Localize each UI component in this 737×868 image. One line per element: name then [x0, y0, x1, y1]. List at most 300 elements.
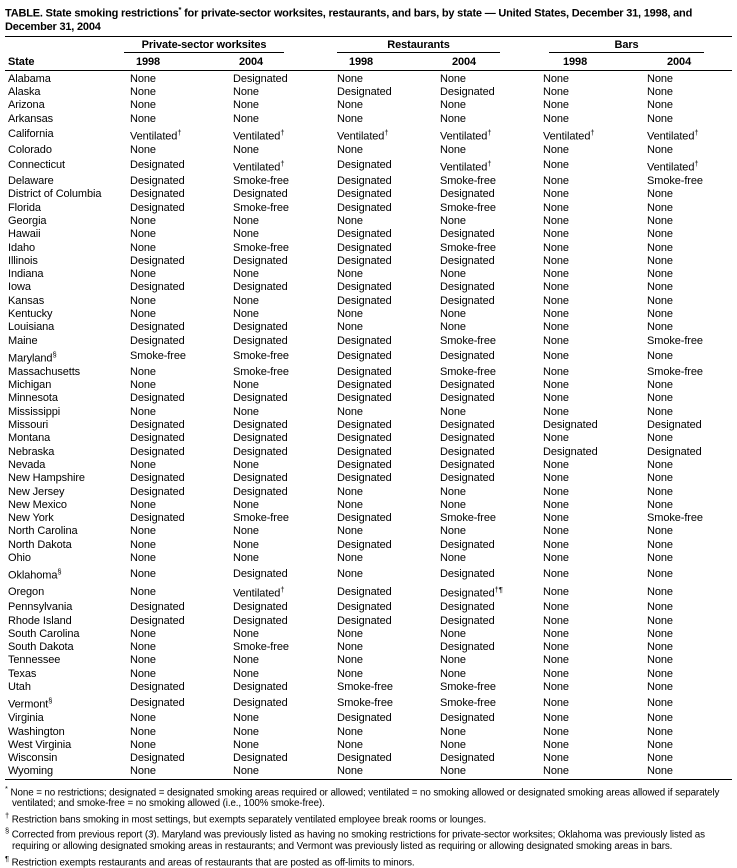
cell-bars-2004: None	[647, 85, 673, 98]
table-row	[5, 459, 732, 472]
cell-restaurants-2004: Designated	[440, 85, 495, 98]
cell-private-sector-2004: None	[233, 667, 259, 680]
cell-bars-2004: None	[647, 681, 673, 693]
cell-bars-2004: None	[647, 752, 673, 765]
cell-restaurants-2004: Designated	[440, 567, 495, 580]
cell-bars-2004: Ventilated†	[647, 127, 699, 143]
cell-bars-1998: None	[543, 188, 569, 201]
cell-restaurants-1998: Designated	[337, 712, 392, 725]
table-row	[5, 113, 732, 126]
cell-private-sector-1998: None	[130, 241, 156, 254]
cell-private-sector-1998: Designated	[130, 681, 185, 693]
cell-private-sector-2004: None	[233, 525, 259, 538]
table-row	[5, 539, 732, 552]
state-name: Rhode Island	[8, 614, 72, 627]
table-row	[5, 228, 732, 241]
cell-bars-2004: None	[647, 654, 673, 667]
cell-private-sector-1998: None	[130, 552, 156, 565]
state-name: Vermont§	[8, 696, 53, 711]
cell-bars-2004: None	[647, 228, 673, 241]
cell-bars-2004: None	[647, 585, 673, 598]
cell-restaurants-2004: Designated	[440, 392, 495, 405]
cell-bars-1998: None	[543, 321, 569, 334]
table-row	[5, 99, 732, 112]
cell-bars-1998: None	[543, 725, 569, 738]
cell-bars-1998: None	[543, 752, 569, 765]
cell-bars-2004: None	[647, 392, 673, 405]
footnote: * None = no restrictions; designated = designated smoking areas required or allowed; ventilated = no smoking allowed or designated smoking areas allowed if separately ventilated; and smoke-free = no smoking allowed (i.e., 100% smoke-free).	[5, 783, 720, 810]
table-row	[5, 255, 732, 268]
cell-bars-2004: None	[647, 485, 673, 498]
cell-bars-2004: Smoke-free	[647, 365, 703, 378]
state-name: Nebraska	[8, 445, 55, 458]
table-row	[5, 335, 732, 348]
cell-private-sector-2004: Designated	[233, 445, 288, 458]
footnote-marker: †	[5, 810, 10, 820]
footnote: § Corrected from previous report (3). Maryland was previously listed as having no smoking restrictions for private-sector worksites; Oklahoma was previously listed as requiring or allowing designated smoking areas in restaurants; and Vermont was previously listed as requiring or allowing designated smoking areas in bars.	[5, 826, 705, 853]
cell-restaurants-1998: Designated	[337, 188, 392, 201]
cell-restaurants-2004: None	[440, 765, 466, 778]
table-row	[5, 202, 732, 215]
state-name: California	[8, 128, 54, 141]
cell-bars-1998: None	[543, 241, 569, 254]
cell-restaurants-1998: Designated	[337, 538, 392, 551]
table-row	[5, 486, 732, 499]
cell-private-sector-1998: None	[130, 585, 156, 598]
cell-restaurants-1998: None	[337, 498, 363, 511]
cell-private-sector-1998: None	[130, 268, 156, 281]
cell-restaurants-1998: None	[337, 725, 363, 738]
cell-private-sector-2004: None	[233, 228, 259, 241]
table-row	[5, 268, 732, 281]
state-name: New Hampshire	[8, 472, 85, 485]
footnote-marker: §	[5, 826, 10, 836]
state-name: New Jersey	[8, 485, 65, 498]
cell-restaurants-1998: Designated	[337, 85, 392, 98]
cell-private-sector-2004: Designated	[233, 696, 288, 709]
cell-restaurants-1998: None	[337, 321, 363, 334]
cell-private-sector-2004: None	[233, 143, 259, 156]
state-name: Wyoming	[8, 765, 54, 778]
cell-bars-2004: None	[647, 614, 673, 627]
cell-bars-2004: None	[647, 281, 673, 294]
cell-bars-2004: None	[647, 405, 673, 418]
cell-restaurants-2004: Ventilated†	[440, 159, 492, 174]
cell-bars-2004: None	[647, 254, 673, 267]
state-name: Alabama	[8, 72, 51, 85]
cell-restaurants-2004: Smoke-free	[440, 201, 496, 214]
cell-private-sector-2004: Designated	[233, 188, 288, 201]
cell-private-sector-1998: Designated	[130, 159, 185, 172]
table-row	[5, 446, 732, 459]
state-name: Arizona	[8, 99, 45, 112]
table-row	[5, 552, 732, 565]
state-name: Idaho	[8, 241, 36, 254]
cell-private-sector-1998: None	[130, 379, 156, 392]
cell-private-sector-2004: None	[233, 627, 259, 640]
cell-restaurants-1998: None	[337, 485, 363, 498]
cell-restaurants-2004: None	[440, 214, 466, 227]
cell-private-sector-2004: None	[233, 379, 259, 392]
cell-bars-1998: None	[543, 254, 569, 267]
cell-private-sector-1998: Designated	[130, 432, 185, 445]
cell-restaurants-2004: None	[440, 667, 466, 680]
cell-private-sector-2004: Designated	[233, 567, 288, 580]
year-header-ps-1998: 1998	[122, 53, 225, 71]
cell-restaurants-2004: Designated	[440, 614, 495, 627]
cell-bars-2004: None	[647, 696, 673, 709]
state-name: Mississippi	[8, 405, 61, 418]
table-row	[5, 654, 732, 667]
state-name: New Mexico	[8, 498, 67, 511]
cell-bars-1998: None	[543, 112, 569, 125]
cell-restaurants-1998: None	[337, 627, 363, 640]
cell-restaurants-1998: None	[337, 308, 363, 321]
cell-bars-1998: None	[543, 472, 569, 485]
table-row	[5, 379, 732, 392]
cell-bars-2004: None	[647, 725, 673, 738]
state-name: Maine	[8, 334, 38, 347]
cell-private-sector-2004: Smoke-free	[233, 641, 289, 654]
state-name: Hawaii	[8, 228, 41, 241]
cell-restaurants-2004: None	[440, 627, 466, 640]
cell-bars-1998: None	[543, 641, 569, 654]
cell-private-sector-2004: None	[233, 538, 259, 551]
cell-bars-2004: None	[647, 712, 673, 725]
state-name: Virginia	[8, 712, 44, 725]
cell-restaurants-1998: Designated	[337, 458, 392, 471]
cell-private-sector-2004: Ventilated†	[233, 159, 285, 174]
cell-bars-2004: None	[647, 201, 673, 214]
cell-private-sector-2004: None	[233, 458, 259, 471]
cell-restaurants-2004: None	[440, 654, 466, 667]
cell-restaurants-1998: Designated	[337, 512, 392, 525]
state-name: Georgia	[8, 214, 47, 227]
cell-bars-2004: None	[647, 738, 673, 751]
cell-private-sector-2004: Designated	[233, 281, 288, 294]
cell-bars-1998: None	[543, 627, 569, 640]
cell-private-sector-2004: None	[233, 268, 259, 281]
cell-restaurants-1998: Ventilated†	[337, 127, 389, 143]
cell-restaurants-1998: Designated	[337, 472, 392, 485]
cell-bars-2004: None	[647, 538, 673, 551]
cell-bars-2004: None	[647, 112, 673, 125]
table-row	[5, 752, 732, 765]
cell-restaurants-2004: Designated	[440, 419, 495, 432]
cell-restaurants-2004: Smoke-free	[440, 175, 496, 188]
cell-private-sector-2004: None	[233, 214, 259, 227]
cell-bars-1998: None	[543, 201, 569, 214]
cell-bars-2004: None	[647, 552, 673, 565]
cell-bars-2004: None	[647, 72, 673, 85]
cell-private-sector-1998: None	[130, 538, 156, 551]
year-header-row	[5, 53, 732, 71]
cell-restaurants-1998: Designated	[337, 228, 392, 241]
cell-private-sector-1998: None	[130, 765, 156, 778]
cell-bars-2004: None	[647, 99, 673, 112]
cell-bars-1998: None	[543, 538, 569, 551]
cell-private-sector-2004: Smoke-free	[233, 512, 289, 525]
state-name: Nevada	[8, 458, 46, 471]
table-row	[5, 406, 732, 419]
state-name: Iowa	[8, 281, 31, 294]
state-name: Colorado	[8, 143, 52, 156]
state-name: Michigan	[8, 379, 52, 392]
state-name: New York	[8, 512, 54, 525]
cell-private-sector-1998: None	[130, 498, 156, 511]
cell-restaurants-2004: None	[440, 99, 466, 112]
cell-private-sector-1998: Designated	[130, 392, 185, 405]
cell-bars-1998: None	[543, 585, 569, 598]
cell-restaurants-1998: None	[337, 765, 363, 778]
state-name: Florida	[8, 201, 41, 214]
cell-private-sector-2004: None	[233, 738, 259, 751]
year-header-ps-2004: 2004	[225, 53, 329, 71]
cell-private-sector-2004: None	[233, 85, 259, 98]
state-name: Oklahoma§	[8, 567, 62, 582]
footnote-marker: *	[5, 783, 8, 793]
state-name: Texas	[8, 667, 37, 680]
cell-restaurants-1998: None	[337, 552, 363, 565]
state-name: Oregon	[8, 585, 45, 598]
cell-private-sector-2004: None	[233, 112, 259, 125]
cell-private-sector-2004: Smoke-free	[233, 175, 289, 188]
cell-bars-2004: None	[647, 214, 673, 227]
cell-restaurants-2004: None	[440, 308, 466, 321]
state-name: Washington	[8, 725, 65, 738]
cell-bars-2004: None	[647, 525, 673, 538]
table-row	[5, 175, 732, 188]
cell-bars-2004: None	[647, 268, 673, 281]
cell-restaurants-2004: Designated	[440, 350, 495, 363]
cell-restaurants-1998: Designated	[337, 350, 392, 363]
cell-restaurants-2004: Designated	[440, 601, 495, 614]
state-name: District of Columbia	[8, 188, 102, 201]
cell-private-sector-1998: None	[130, 525, 156, 538]
cell-private-sector-1998: Designated	[130, 614, 185, 627]
cell-restaurants-1998: Designated	[337, 752, 392, 765]
state-name: Louisiana	[8, 321, 55, 334]
cell-private-sector-1998: Designated	[130, 419, 185, 432]
table-row	[5, 615, 732, 628]
cell-bars-2004: Smoke-free	[647, 512, 703, 525]
state-group-spacer	[5, 36, 122, 53]
table-row	[5, 472, 732, 485]
cell-restaurants-2004: Designated	[440, 752, 495, 765]
cell-private-sector-1998: None	[130, 143, 156, 156]
cell-restaurants-2004: Designated	[440, 445, 495, 458]
table-row	[5, 281, 732, 294]
cell-restaurants-1998: Designated	[337, 365, 392, 378]
cell-bars-1998: None	[543, 294, 569, 307]
cell-bars-2004: Ventilated†	[647, 159, 699, 174]
cell-bars-2004: None	[647, 667, 673, 680]
state-name: Massachusetts	[8, 365, 81, 378]
state-name: South Dakota	[8, 641, 74, 654]
cell-private-sector-2004: Designated	[233, 485, 288, 498]
cell-bars-1998: None	[543, 458, 569, 471]
cell-bars-1998: None	[543, 552, 569, 565]
cell-bars-1998: None	[543, 681, 569, 693]
cell-private-sector-2004: Ventilated†	[233, 127, 285, 143]
cell-restaurants-1998: Designated	[337, 601, 392, 614]
cell-private-sector-1998: None	[130, 627, 156, 640]
year-header-bars-1998: 1998	[535, 53, 639, 71]
cell-bars-2004: Designated	[647, 445, 702, 458]
table-title-text-continued: for private-sector worksites, restaurants, and bars, by state — United States, December 31, 1998, and December 31, 2004	[5, 7, 693, 33]
cell-bars-1998: None	[543, 392, 569, 405]
table-row	[5, 157, 732, 175]
cell-restaurants-1998: None	[337, 112, 363, 125]
cell-private-sector-1998: None	[130, 308, 156, 321]
cell-private-sector-1998: None	[130, 654, 156, 667]
cell-bars-2004: None	[647, 321, 673, 334]
cell-bars-1998: None	[543, 667, 569, 680]
cell-private-sector-2004: Designated	[233, 472, 288, 485]
cell-private-sector-1998: None	[130, 458, 156, 471]
cell-bars-2004: None	[647, 458, 673, 471]
cell-bars-1998: None	[543, 614, 569, 627]
cell-bars-1998: None	[543, 405, 569, 418]
cell-private-sector-1998: None	[130, 725, 156, 738]
cell-restaurants-2004: None	[440, 525, 466, 538]
table-row	[5, 366, 732, 379]
cell-private-sector-1998: Designated	[130, 321, 185, 334]
footnote-marker: ¶	[5, 853, 10, 863]
cell-restaurants-2004: Designated	[440, 228, 495, 241]
cell-private-sector-2004: Designated	[233, 72, 288, 85]
table-row	[5, 419, 732, 432]
cell-restaurants-1998: Designated	[337, 445, 392, 458]
cell-bars-1998: None	[543, 99, 569, 112]
state-name: Pennsylvania	[8, 601, 73, 614]
state-name: Illinois	[8, 254, 38, 267]
cell-restaurants-1998: Designated	[337, 614, 392, 627]
cell-restaurants-1998: Designated	[337, 254, 392, 267]
cell-restaurants-2004: Smoke-free	[440, 334, 496, 347]
cell-private-sector-1998: Designated	[130, 696, 185, 709]
cell-restaurants-1998: None	[337, 641, 363, 654]
cell-bars-2004: Designated	[647, 419, 702, 432]
cell-restaurants-1998: None	[337, 525, 363, 538]
cell-private-sector-1998: None	[130, 99, 156, 112]
cell-private-sector-1998: None	[130, 72, 156, 85]
cell-private-sector-2004: None	[233, 654, 259, 667]
cell-bars-2004: None	[647, 765, 673, 778]
cell-private-sector-2004: None	[233, 765, 259, 778]
column-group-header-row	[5, 36, 732, 53]
cell-private-sector-2004: None	[233, 405, 259, 418]
cell-restaurants-2004: Designated†¶	[440, 585, 503, 600]
table-row	[5, 765, 732, 779]
cell-private-sector-1998: Designated	[130, 472, 185, 485]
cell-restaurants-1998: Designated	[337, 419, 392, 432]
table-row	[5, 525, 732, 538]
cell-restaurants-1998: Smoke-free	[337, 681, 393, 693]
cell-bars-2004: None	[647, 472, 673, 485]
cell-private-sector-1998: Designated	[130, 752, 185, 765]
cell-bars-1998: None	[543, 432, 569, 445]
cell-restaurants-2004: None	[440, 72, 466, 85]
cell-private-sector-1998: None	[130, 712, 156, 725]
cell-private-sector-2004: None	[233, 308, 259, 321]
cell-restaurants-2004: Smoke-free	[440, 696, 496, 709]
cell-bars-2004: None	[647, 601, 673, 614]
cell-restaurants-1998: None	[337, 214, 363, 227]
cell-restaurants-1998: Designated	[337, 379, 392, 392]
cell-restaurants-1998: Designated	[337, 294, 392, 307]
cell-bars-1998: Designated	[543, 445, 598, 458]
state-name: Delaware	[8, 175, 54, 188]
cell-private-sector-2004: None	[233, 552, 259, 565]
year-header-bars-2004: 2004	[639, 53, 732, 71]
cell-restaurants-2004: Smoke-free	[440, 512, 496, 525]
cell-private-sector-2004: Designated	[233, 752, 288, 765]
state-name: South Carolina	[8, 627, 80, 640]
cell-private-sector-1998: None	[130, 641, 156, 654]
cell-private-sector-2004: Designated	[233, 334, 288, 347]
cell-restaurants-1998: Designated	[337, 585, 392, 598]
cell-bars-1998: None	[543, 72, 569, 85]
cell-bars-2004: None	[647, 350, 673, 363]
cell-restaurants-1998: None	[337, 268, 363, 281]
cell-bars-1998: None	[543, 601, 569, 614]
smoking-restrictions-table	[5, 36, 732, 780]
cell-private-sector-1998: Designated	[130, 281, 185, 294]
state-name: West Virginia	[8, 738, 72, 751]
cell-restaurants-1998: None	[337, 667, 363, 680]
cell-bars-1998: None	[543, 175, 569, 188]
cell-private-sector-2004: None	[233, 712, 259, 725]
table-row	[5, 348, 732, 366]
state-name: Minnesota	[8, 392, 58, 405]
cell-private-sector-1998: Designated	[130, 601, 185, 614]
col-group-restaurants	[329, 36, 535, 53]
state-name: Arkansas	[8, 112, 54, 125]
cell-bars-2004: None	[647, 432, 673, 445]
cell-private-sector-1998: None	[130, 85, 156, 98]
state-name: Utah	[8, 681, 31, 693]
cell-restaurants-2004: Designated	[440, 458, 495, 471]
cell-restaurants-2004: Ventilated†	[440, 127, 492, 143]
cell-bars-2004: None	[647, 498, 673, 511]
table-row	[5, 86, 732, 99]
cell-bars-2004: None	[647, 143, 673, 156]
table-title	[5, 3, 732, 34]
table-row	[5, 126, 732, 144]
cell-restaurants-2004: None	[440, 485, 466, 498]
cell-private-sector-2004: None	[233, 99, 259, 112]
col-group-bars-label: Bars	[549, 39, 704, 53]
table-row	[5, 668, 732, 681]
cell-private-sector-2004: None	[233, 294, 259, 307]
cell-private-sector-1998: None	[130, 214, 156, 227]
cell-restaurants-1998: None	[337, 567, 363, 580]
cell-restaurants-1998: Designated	[337, 334, 392, 347]
cell-private-sector-1998: Designated	[130, 512, 185, 525]
state-name: Tennessee	[8, 654, 61, 667]
cell-restaurants-2004: None	[440, 552, 466, 565]
cell-bars-1998: None	[543, 379, 569, 392]
table-row	[5, 601, 732, 614]
cell-private-sector-1998: None	[130, 365, 156, 378]
cell-restaurants-2004: Designated	[440, 188, 495, 201]
cell-private-sector-2004: Designated	[233, 254, 288, 267]
cell-restaurants-1998: Designated	[337, 281, 392, 294]
footnotes	[5, 783, 732, 868]
table-row	[5, 242, 732, 255]
cell-bars-2004: None	[647, 567, 673, 580]
